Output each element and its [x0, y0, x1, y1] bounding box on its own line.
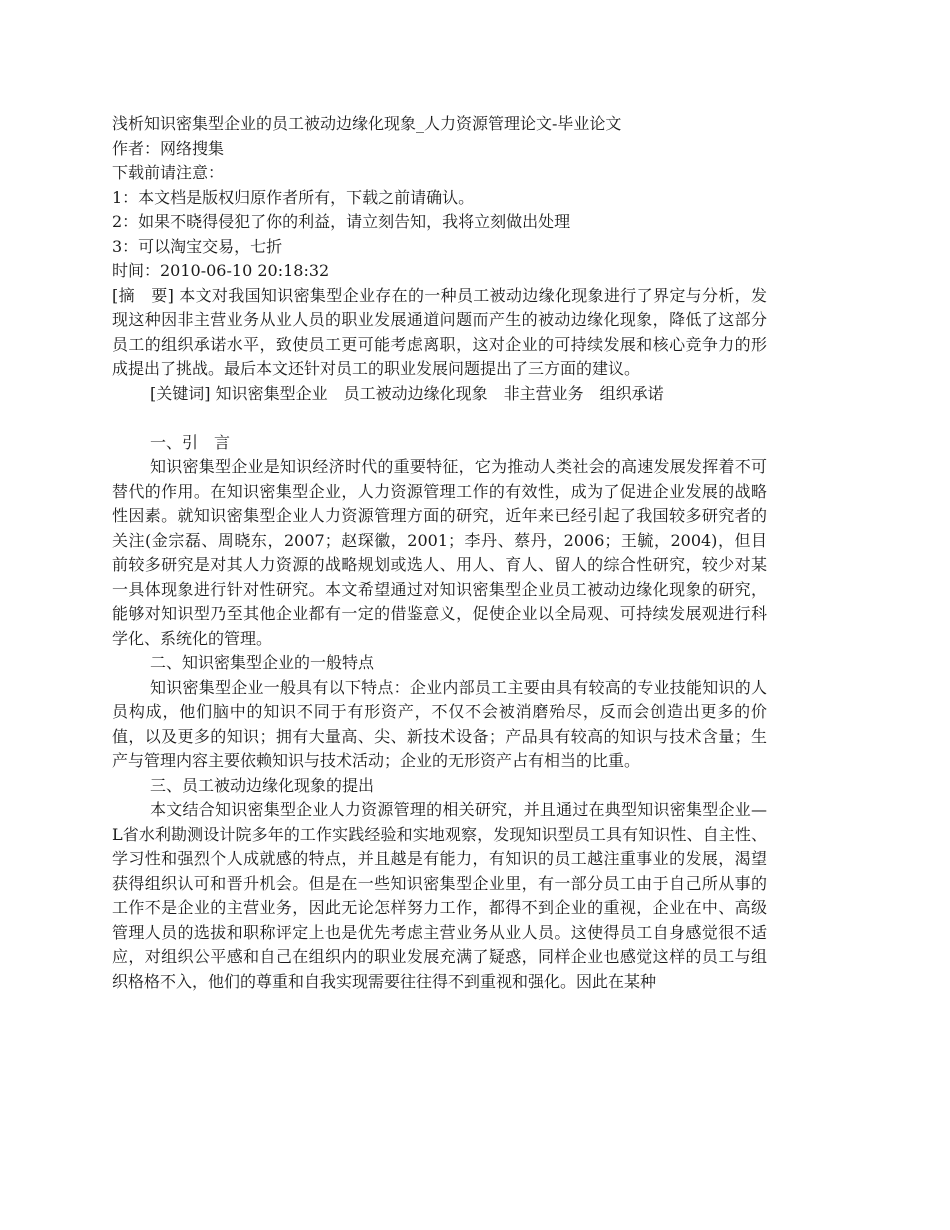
- blank-line: [112, 406, 767, 431]
- document-page: [112, 112, 767, 994]
- document-title: 浅析知识密集型企业的员工被动边缘化现象_人力资源管理论文-毕业论文: [112, 114, 622, 133]
- section-heading-phenomenon: 三、员工被动边缘化现象的提出: [150, 775, 375, 795]
- body-paragraph: 本文结合知识密集型企业人力资源管理的相关研究，并且通过在典型知识密集型企业—L省水利勘测设计院多年的工作实践经验和实地观察，发现知识型员工具有知识性、自主性、学习性和强烈个人成就感的特点，并且越是有能力，有知识的员工越注重事业的发展，渴望获得组织认可和晋升机会。但是在一些知识密集型企业里，有一部分员工由于自己所从事的工作不是企业的主营业务，因此无论怎样努力工作，都得不到企业的重视，企业在中、高级管理人员的选拔和职称评定上也是优先考虑主营业务从业人员。这使得员工自身感觉很不适应，对组织公平感和自己在组织内的职业发展充满了疑惑，同样企业也感觉这样的员工与组织格格不入，他们的尊重和自我实现需要往往得不到重视和强化。因此在某种: [112, 800, 767, 991]
- abstract-paragraph: [摘 要] 本文对我国知识密集型企业存在的一种员工被动边缘化现象进行了界定与分析，发现这种因非主营业务从业人员的职业发展通道问题而产生的被动边缘化现象，降低了这部分员工的组织承诺水平，致使员工更可能考虑离职，这对企业的可持续发展和核心竞争力的形成提出了挑战。最后本文还针对员工的职业发展问题提出了三方面的建议。: [112, 285, 767, 378]
- keywords-line: [关键词] 知识密集型企业 员工被动边缘化现象 非主营业务 组织承诺: [150, 383, 664, 403]
- section-heading-introduction: 一、引 言: [150, 432, 231, 452]
- document-author: 作者：网络搜集: [112, 138, 225, 158]
- body-paragraph: 知识密集型企业一般具有以下特点：企业内部员工主要由具有较高的专业技能知识的人员构成，他们脑中的知识不同于有形资产，不仅不会被消磨殆尽，反而会创造出更多的价值，以及更多的知识；拥有大量高、尖、新技术设备；产品具有较高的知识与技术含量；生产与管理内容主要依赖知识与技术活动；企业的无形资产占有相当的比重。: [112, 677, 767, 770]
- section-heading-characteristics: 二、知识密集型企业的一般特点: [150, 653, 375, 672]
- body-paragraph: 知识密集型企业是知识经济时代的重要特征，它为推动人类社会的高速发展发挥着不可替代的作用。在知识密集型企业，人力资源管理工作的有效性，成为了促进企业发展的战略性因素。就知识密集型企业人力资源管理方面的研究，近年来已经引起了我国较多研究者的关注(金宗磊、周晓东，2007；赵琛徽，2001；李丹、蔡丹，2006；王毓，2004)，但目前较多研究是对其人力资源的战略规划或选人、用人、育人、留人的综合性研究，较少对某一具体现象进行针对性研究。本文希望通过对知识密集型企业员工被动边缘化现象的研究，能够对知识型乃至其他企业都有一定的借鉴意义，促使企业以全局观、可持续发展观进行科学化、系统化的管理。: [112, 457, 767, 648]
- notice-header: 下载前请注意：: [112, 163, 225, 182]
- notice-item: 1：本文档是版权归原作者所有，下载之前请确认。: [112, 187, 475, 207]
- notice-item: 2：如果不晓得侵犯了你的利益，请立刻告知，我将立刻做出处理: [112, 212, 571, 231]
- notice-item: 3：可以淘宝交易，七折: [112, 236, 283, 256]
- document-time: 时间：2010-06-10 20:18:32: [112, 261, 330, 280]
